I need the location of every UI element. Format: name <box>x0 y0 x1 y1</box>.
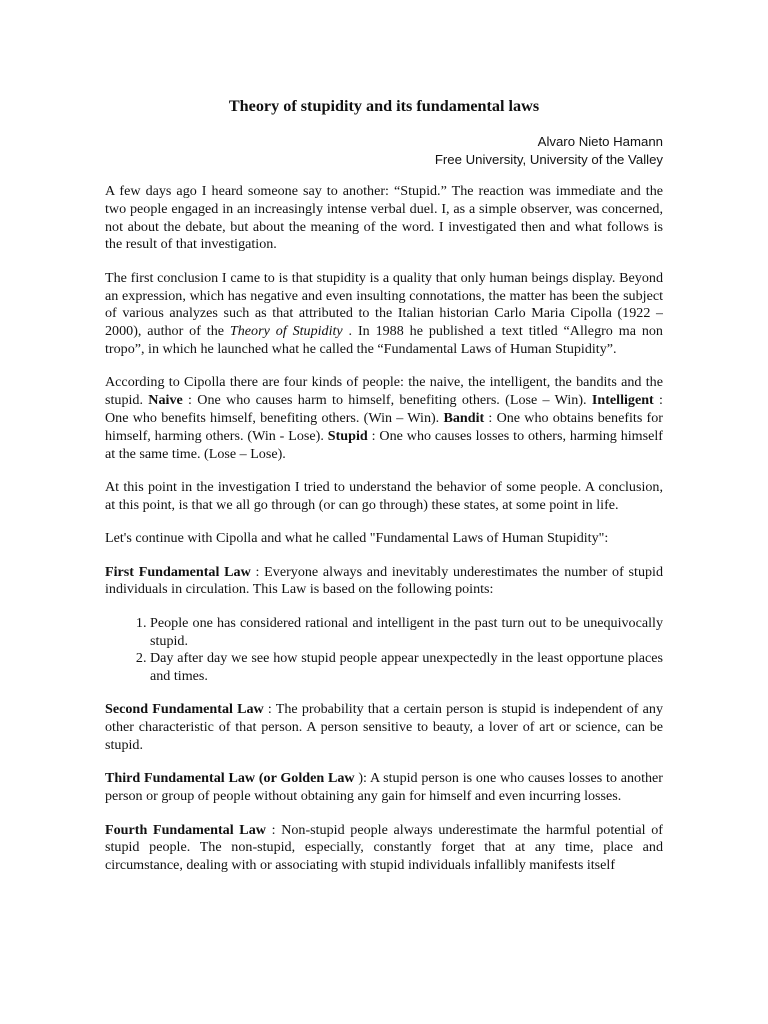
document-title: Theory of stupidity and its fundamental laws <box>228 97 540 115</box>
paragraph-cipolla <box>105 270 663 359</box>
naive-term: Naive <box>148 392 183 409</box>
stupid-term: Stupid <box>327 427 368 444</box>
second-law-paragraph <box>105 701 663 754</box>
theory-of-stupidity-title: Theory of Stupidity <box>229 323 343 340</box>
author-name: Alvaro Nieto Hamann <box>537 134 663 149</box>
paragraph-cipolla-text-b: . In 1988 he published a text titled “Allegro ma non tropo”, in which he launched what he called the “Fundamental Laws of Human Stupidity”. <box>105 323 663 357</box>
paragraph-cipolla-text-a: The first conclusion I came to is that stupidity is a quality that only human beings display. Beyond an expression, which has negative and even insulting connotations, the matter has been the subject of various analyzes such as that attributed to the Italian historian Carlo Maria Cipolla (1922 –2000), author of the <box>105 269 663 340</box>
paragraph-intro: A few days ago I heard someone say to another: “Stupid.” The reaction was immediate and the two people engaged in an increasingly intense verbal duel. I, as a simple observer, was concerned, not about the debate, but about the meaning of the word. I investigated then and what follows is the result of that investigation. <box>105 183 663 253</box>
fourth-law-paragraph <box>105 822 663 875</box>
second-law-term: Second Fundamental Law <box>105 701 264 718</box>
first-law-points-list <box>105 615 663 686</box>
paragraph-investigation: At this point in the investigation I tried to understand the behavior of some people. A conclusion, at this point, is that we all go through (or can go through) these states, at some point in life. <box>105 478 663 513</box>
third-law-text: ): A stupid person is one who causes losses to another person or group of people without obtaining any gain for himself and even incurring losses. <box>105 770 663 805</box>
naive-definition: : One who causes harm to himself, benefiting others. (Lose – Win). <box>182 392 592 409</box>
list-item: 2. Day after day we see how stupid people appear unexpectedly in the least opportune places and times. <box>150 650 663 686</box>
first-law-paragraph <box>105 564 663 600</box>
four-kinds-intro: According to Cipolla there are four kinds of people: the naive, the intelligent, the bandits and the stupid. <box>105 374 663 409</box>
first-law-term: First Fundamental Law <box>105 563 251 580</box>
author-block <box>435 133 663 169</box>
document-body <box>105 183 663 891</box>
stupid-definition: : One who causes losses to others, harming himself at the same time. (Lose – Lose). <box>105 427 663 462</box>
intelligent-definition: : One who benefits himself, benefiting others. (Win – Win). <box>105 392 663 426</box>
third-law-term: Third Fundamental Law (or Golden Law <box>105 770 359 787</box>
intelligent-term: Intelligent <box>591 392 654 409</box>
document-page <box>105 0 663 1024</box>
fourth-law-term: Fourth Fundamental Law <box>105 821 266 838</box>
third-law-paragraph <box>105 770 663 806</box>
paragraph-continue: Let's continue with Cipolla and what he called "Fundamental Laws of Human Stupidity": <box>105 530 609 547</box>
bandit-term: Bandit <box>443 409 485 426</box>
paragraph-four-kinds <box>105 374 663 463</box>
list-item: 1. People one has considered rational and intelligent in the past turn out to be unequivocally stupid. <box>150 615 663 651</box>
second-law-text: : The probability that a certain person is stupid is independent of any other characteristic of that person. A person sensitive to beauty, a lover of art or science, can be stupid. <box>105 701 663 754</box>
author-affiliation: Free University, University of the Valley <box>434 152 663 167</box>
fourth-law-text: : Non-stupid people always underestimate the harmful potential of stupid people. The non-stupid, especially, constantly forget that at any time, place and circumstance, dealing with or associating with stupid individuals infallibly manifests itself <box>105 821 663 874</box>
first-law-text: : Everyone always and inevitably underestimates the number of stupid individuals in circulation. This Law is based on the following points: <box>105 563 663 598</box>
bandit-definition: : One who obtains benefits for himself, harming others. (Win - Lose). <box>105 409 663 444</box>
